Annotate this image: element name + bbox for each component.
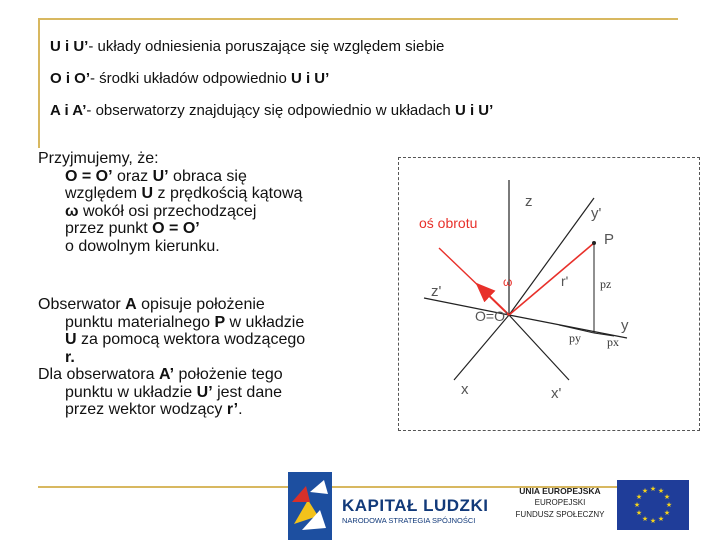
- definition-text: - środki układów odpowiednio: [90, 70, 291, 87]
- top-border-line: [38, 18, 678, 20]
- origin-label: O=O': [475, 308, 508, 324]
- px-label: px: [607, 335, 619, 349]
- para-line: punktu materialnego P w układzie: [65, 313, 305, 331]
- svg-text:★: ★: [649, 485, 657, 493]
- para-line: o dowolnym kierunku.: [65, 237, 220, 255]
- definition-line-2: [50, 70, 329, 87]
- y-label: y: [621, 317, 629, 334]
- observer-paragraph: [38, 296, 305, 419]
- para-line: Dla obserwatora A’ położenie tego: [38, 366, 283, 383]
- eu-text-3: FUNDUSZ SPOŁECZNY: [515, 510, 605, 519]
- eu-fund-logo: [505, 472, 705, 540]
- para-line: punktu w układzie U’ jest dane: [65, 383, 283, 401]
- definition-line-3: [50, 102, 493, 119]
- para-line: U za pomocą wektora wodzącego: [65, 331, 306, 348]
- rotation-axis-label: oś obrotu: [419, 215, 478, 231]
- left-border-line: [38, 18, 40, 148]
- kapital-ludzki-logo: [288, 472, 489, 540]
- z-prime-label: z': [431, 283, 442, 300]
- svg-text:★: ★: [665, 501, 673, 509]
- x-prime-label: x': [551, 385, 562, 402]
- diagram-svg: [399, 158, 699, 430]
- p-label: P: [604, 231, 615, 248]
- definition-text: - obserwatorzy znajdujący się odpowiednio w układach: [86, 102, 455, 119]
- symbol-u: U i U’: [290, 70, 330, 87]
- svg-text:★: ★: [641, 487, 649, 495]
- symbol-u: U i U’: [454, 102, 494, 119]
- symbol-a: A i A’: [50, 102, 87, 119]
- rotation-diagram: [398, 157, 700, 431]
- para-line: Obserwator A opisuje położenie: [38, 296, 265, 313]
- para-line: względem U z prędkością kątową: [65, 185, 303, 202]
- x-axis: [454, 315, 509, 380]
- svg-text:★: ★: [633, 501, 641, 509]
- kapital-subtitle: NARODOWA STRATEGIA SPÓJNOŚCI: [342, 516, 476, 525]
- para-line: r.: [65, 348, 75, 366]
- r-prime-label: r': [561, 273, 569, 289]
- assumption-paragraph: [38, 150, 302, 255]
- para-line: przez punkt O = O’: [65, 220, 200, 237]
- y-prime-label: y': [591, 205, 602, 222]
- z-label: z: [525, 193, 533, 210]
- kapital-title: KAPITAŁ LUDZKI: [342, 496, 489, 515]
- eu-text-1: UNIA EUROPEJSKA: [519, 486, 601, 496]
- position-vector: [509, 243, 594, 315]
- py-label: py: [569, 331, 581, 345]
- symbol-u: U i U’: [50, 38, 89, 55]
- point-p: [592, 241, 596, 245]
- svg-text:★: ★: [649, 517, 657, 525]
- svg-text:★: ★: [657, 515, 665, 523]
- para-line: ω wokół osi przechodzącej: [65, 202, 257, 220]
- symbol-o: O i O’: [50, 70, 91, 87]
- x-label: x: [461, 381, 469, 398]
- svg-text:★: ★: [635, 509, 643, 517]
- svg-text:★: ★: [641, 515, 649, 523]
- eu-text-2: EUROPEJSKI: [534, 498, 586, 507]
- omega-label: ω: [503, 275, 513, 289]
- para-line: O = O’ oraz U’ obraca się: [65, 167, 247, 185]
- svg-text:★: ★: [663, 493, 671, 501]
- svg-text:★: ★: [635, 493, 643, 501]
- para-line: Przyjmujemy, że:: [38, 150, 159, 167]
- eu-flag-icon: [617, 480, 689, 530]
- svg-text:★: ★: [663, 509, 671, 517]
- pz-label: pz: [600, 277, 612, 291]
- y-prime-axis: [509, 198, 594, 315]
- definition-text: - układy odniesienia poruszające się względem siebie: [88, 38, 445, 55]
- para-line: przez wektor wodzący r’.: [65, 401, 243, 418]
- definition-line-1: [50, 38, 444, 55]
- svg-text:★: ★: [657, 487, 665, 495]
